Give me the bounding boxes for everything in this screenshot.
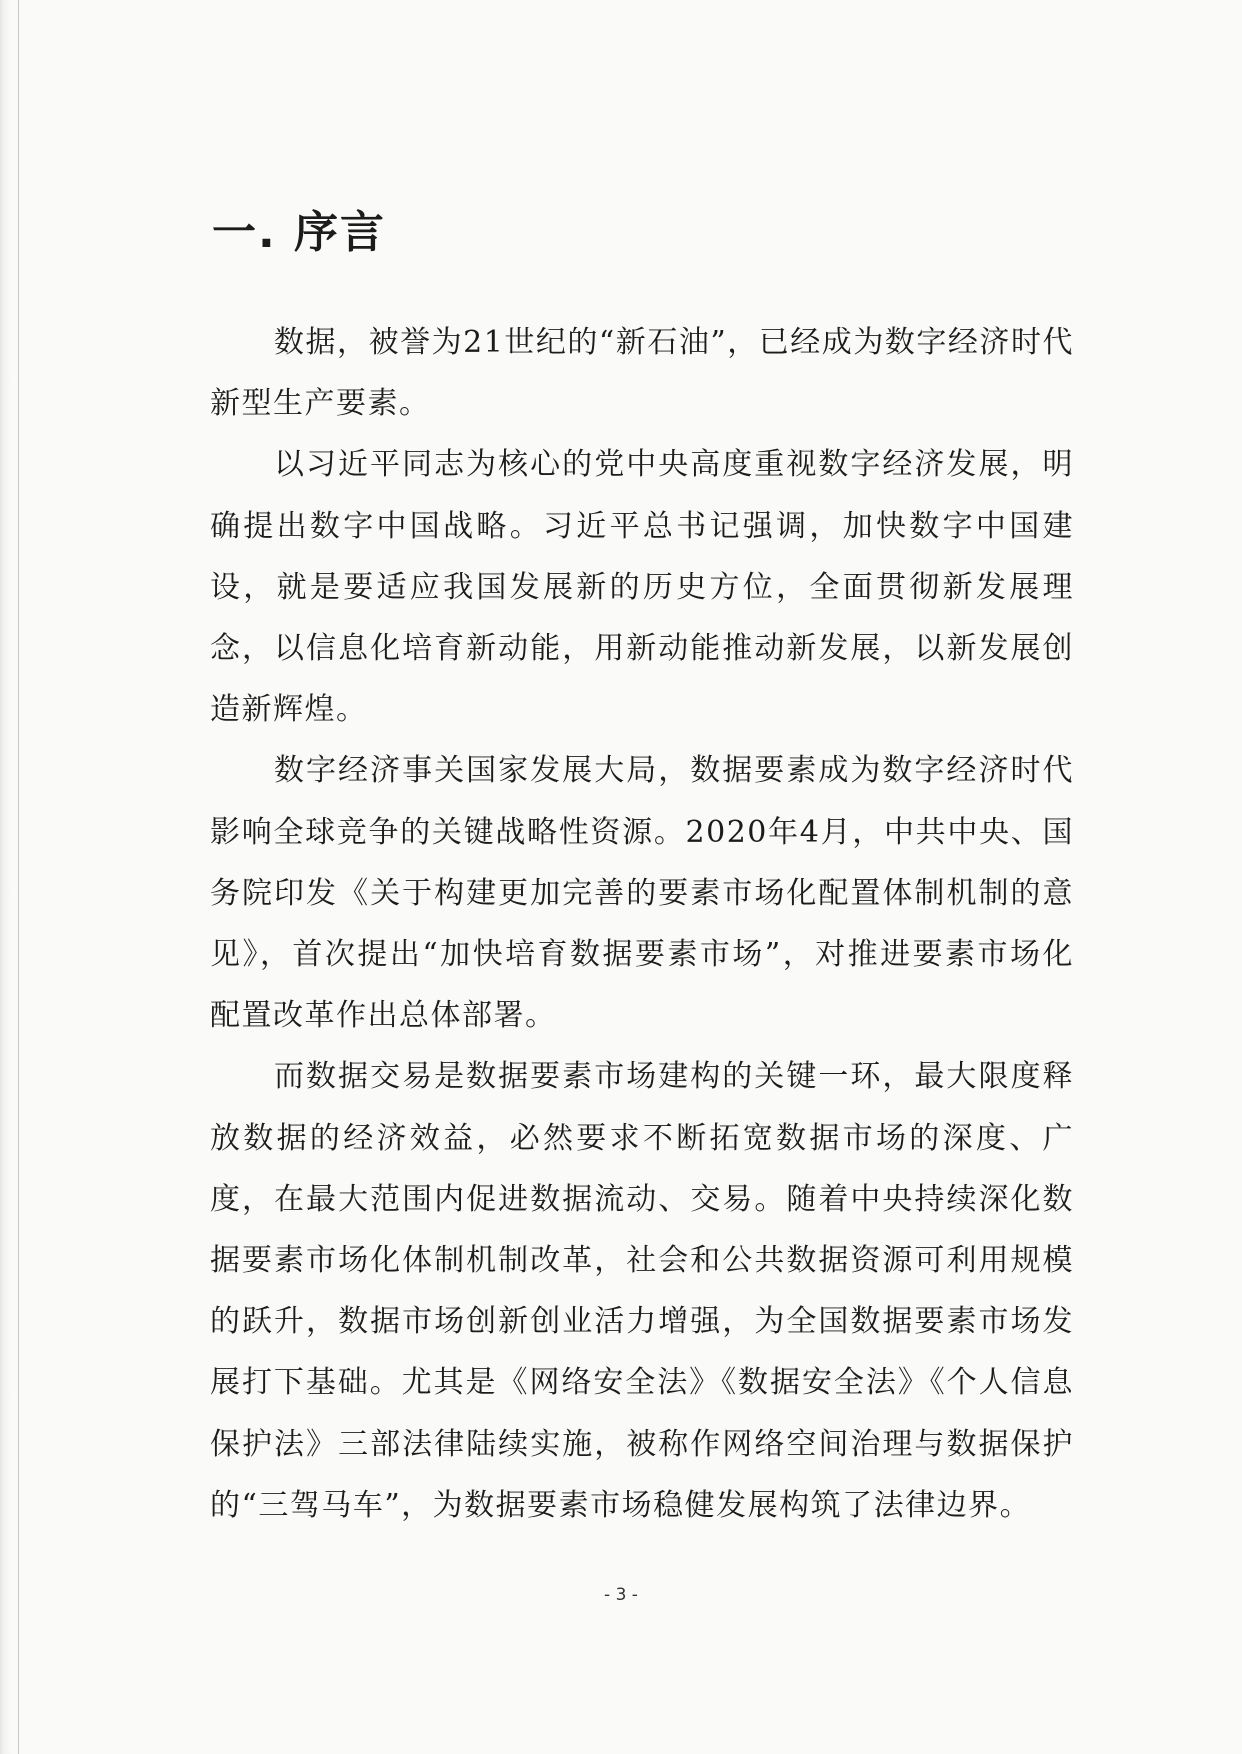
page-number: - 3 -	[604, 1585, 638, 1605]
body-text	[210, 312, 1074, 1536]
paragraph-2: 以习近平同志为核心的党中央高度重视数字经济发展，明确提出数字中国战略。习近平总书记强调，加快数字中国建设，就是要适应我国发展新的历史方位，全面贯彻新发展理念，以信息化培育新动能，用新动能推动新发展，以新发展创造新辉煌。	[210, 447, 1074, 728]
section-heading: 一. 序言	[212, 207, 387, 258]
paragraph-1: 数据，被誉为21世纪的“新石油”，已经成为数字经济时代新型生产要素。	[210, 325, 1074, 422]
scan-edge-line	[18, 0, 19, 1754]
paragraph-4: 而数据交易是数据要素市场建构的关键一环，最大限度释放数据的经济效益，必然要求不断拓宽数据市场的深度、广度，在最大范围内促进数据流动、交易。随着中央持续深化数据要素市场化体制机制改革，社会和公共数据资源可利用规模的跃升，数据市场创新创业活力增强，为全国数据要素市场发展打下基础。尤其是《网络安全法》《数据安全法》《个人信息保护法》三部法律陆续实施，被称作网络空间治理与数据保护的“三驾马车”，为数据要素市场稳健发展构筑了法律边界。	[210, 1059, 1074, 1523]
paragraph-3: 数字经济事关国家发展大局，数据要素成为数字经济时代影响全球竞争的关键战略性资源。2020年4月，中共中央、国务院印发《关于构建更加完善的要素市场化配置体制机制的意见》，首次提出“加快培育数据要素市场”，对推进要素市场化配置改革作出总体部署。	[210, 753, 1074, 1034]
